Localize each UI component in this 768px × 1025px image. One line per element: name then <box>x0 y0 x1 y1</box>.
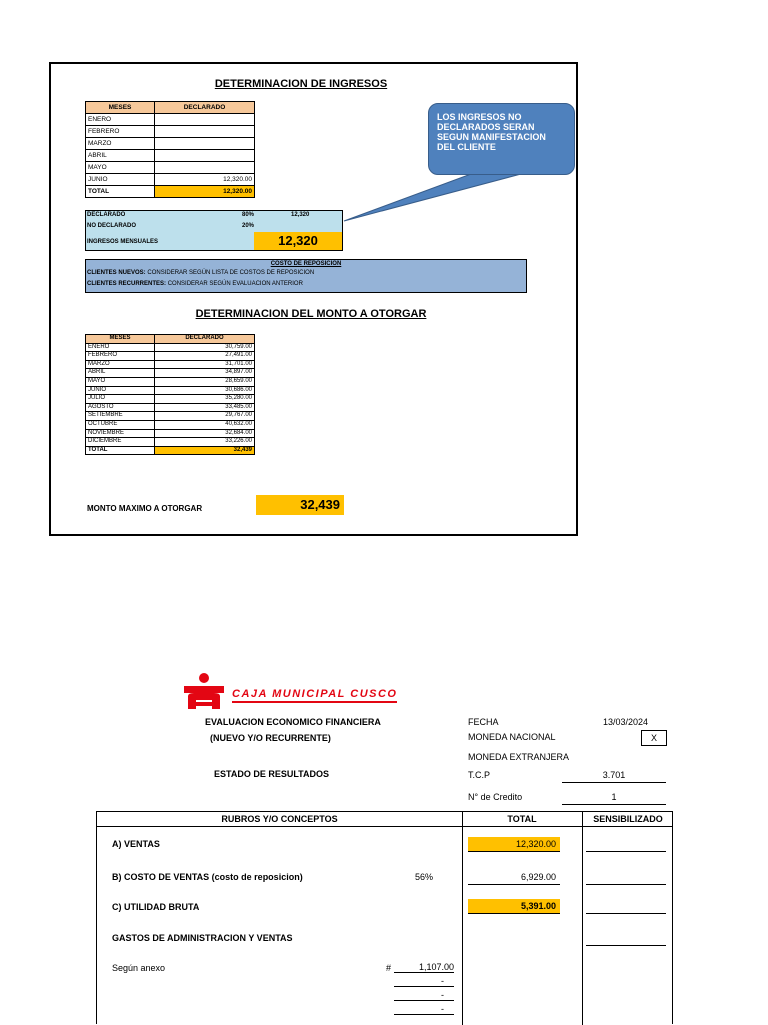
tcp-label: T.C.P <box>468 770 491 780</box>
callout-text: LOS INGRESOS NO DECLARADOS SERAN SEGUN MANIFESTACION DEL CLIENTE <box>437 112 546 152</box>
table-row <box>86 412 255 421</box>
value-cell: 34,897.00 <box>155 369 255 378</box>
divider <box>582 812 583 1025</box>
moneda-extranjera-label: MONEDA EXTRANJERA <box>468 752 570 762</box>
total-label: TOTAL <box>86 186 155 198</box>
ingresos-mensuales-value: 12,320 <box>254 232 342 250</box>
month-cell: NOVIEMBRE <box>86 429 155 438</box>
table-row <box>86 377 255 386</box>
value-cell: 33,226.00 <box>155 438 255 447</box>
caja-cusco-logo-icon <box>182 672 226 710</box>
ventas-sensibilizado-field[interactable] <box>586 851 666 852</box>
value-cell: 33,485.00 <box>155 403 255 412</box>
value-cell: 27,491.00 <box>155 352 255 361</box>
costo-title: COSTO DE REPOSICION <box>270 261 342 267</box>
costo-reposicion-box <box>85 259 527 293</box>
costo-label: B) COSTO DE VENTAS (costo de reposicion) <box>112 872 303 882</box>
eval-subtitle: (NUEVO Y/O RECURRENTE) <box>210 733 331 743</box>
utilidad-label: C) UTILIDAD BRUTA <box>112 902 200 912</box>
logo-text: CAJA MUNICIPAL CUSCO <box>232 688 397 703</box>
moneda-nacional-label: MONEDA NACIONAL <box>468 732 556 742</box>
month-cell: MARZO <box>86 360 155 369</box>
estado-title: ESTADO DE RESULTADOS <box>214 769 330 779</box>
anexo-label: Según anexo <box>112 963 166 973</box>
value-cell <box>155 150 255 162</box>
value-cell <box>155 162 255 174</box>
utilidad-value[interactable]: 5,391.00 <box>468 899 560 914</box>
col-declarado: DECLARADO <box>155 335 255 344</box>
no-declarado-label: NO DECLARADO <box>87 223 136 229</box>
tcp-field[interactable]: 3.701 <box>562 768 666 783</box>
month-cell: ENERO <box>86 343 155 352</box>
gasto-row-4[interactable]: - <box>394 1004 454 1015</box>
value-cell <box>155 126 255 138</box>
table-row <box>86 438 255 447</box>
table-row <box>86 150 255 162</box>
callout-note <box>428 103 575 175</box>
ventas-value[interactable]: 12,320.00 <box>468 837 560 852</box>
fecha-label: FECHA <box>468 717 499 727</box>
credito-field[interactable]: 1 <box>562 790 666 805</box>
gasto-row-2[interactable]: - <box>394 976 454 987</box>
total-value: 12,320.00 <box>155 186 255 198</box>
ventas-label: A) VENTAS <box>112 839 160 849</box>
month-cell: SETIEMBRE <box>86 412 155 421</box>
monto-maximo-value: 32,439 <box>256 495 344 515</box>
value-cell: 31,701.00 <box>155 360 255 369</box>
divider <box>462 812 463 1025</box>
ingresos-table <box>85 101 255 198</box>
monto-maximo-label: MONTO MAXIMO A OTORGAR <box>87 504 203 513</box>
table-row <box>86 138 255 150</box>
total-row <box>86 446 255 455</box>
anexo-value[interactable]: 1,107.00 <box>394 962 454 973</box>
costo-sensibilizado-field[interactable] <box>586 884 666 885</box>
declarado-pct: 80% <box>242 212 255 218</box>
table-row <box>86 162 255 174</box>
col-sensibilizado: SENSIBILIZADO <box>593 814 663 824</box>
declarado-box <box>85 210 343 251</box>
declarado-value: 12,320 <box>291 212 310 218</box>
value-cell: 35,280.00 <box>155 395 255 404</box>
table-row <box>86 114 255 126</box>
col-declarado: DECLARADO <box>155 102 255 114</box>
gastos-sensibilizado-field[interactable] <box>586 945 666 946</box>
month-cell: ABRIL <box>86 150 155 162</box>
table-row <box>86 174 255 186</box>
table-row <box>86 429 255 438</box>
month-cell: DICIEMBRE <box>86 438 155 447</box>
value-cell <box>155 138 255 150</box>
table-row <box>86 395 255 404</box>
credito-label: N° de Credito <box>468 792 523 802</box>
fecha-value: 13/03/2024 <box>603 717 649 727</box>
month-cell: JUNIO <box>86 174 155 186</box>
table-row <box>86 369 255 378</box>
value-cell: 29,767.00 <box>155 412 255 421</box>
no-declarado-pct: 20% <box>242 223 255 229</box>
month-cell: ENERO <box>86 114 155 126</box>
col-meses: MESES <box>86 335 155 344</box>
table-row <box>86 126 255 138</box>
clientes-nuevos-text: CONSIDERAR SEGÚN LISTA DE COSTOS DE REPOSICION <box>147 270 315 276</box>
table-row <box>86 420 255 429</box>
total-value: 32,439 <box>155 446 255 455</box>
month-cell: FEBRERO <box>86 126 155 138</box>
ingresos-panel <box>49 62 578 536</box>
value-cell: 32,684.00 <box>155 429 255 438</box>
declarado-label: DECLARADO <box>87 212 126 218</box>
value-cell: 28,659.00 <box>155 377 255 386</box>
total-row <box>86 186 255 198</box>
monto-table <box>85 334 255 455</box>
costo-value[interactable]: 6,929.00 <box>468 870 560 885</box>
clientes-recurrentes-label: CLIENTES RECURRENTES: <box>87 281 167 287</box>
monto-title: DETERMINACION DEL MONTO A OTORGAR <box>195 308 427 320</box>
month-cell: MARZO <box>86 138 155 150</box>
ingresos-title: DETERMINACION DE INGRESOS <box>214 78 388 90</box>
value-cell: 30,686.00 <box>155 386 255 395</box>
col-rubros: RUBROS Y/O CONCEPTOS <box>221 814 338 824</box>
resultados-table <box>96 811 673 1024</box>
table-row <box>86 343 255 352</box>
table-row <box>86 386 255 395</box>
utilidad-sensibilizado-field[interactable] <box>586 913 666 914</box>
logo <box>182 672 226 715</box>
value-cell: 12,320.00 <box>155 174 255 186</box>
month-cell: MAYO <box>86 377 155 386</box>
col-total: TOTAL <box>507 814 537 824</box>
month-cell: JUNIO <box>86 386 155 395</box>
value-cell: 40,632.00 <box>155 420 255 429</box>
month-cell: AGOSTO <box>86 403 155 412</box>
total-label: TOTAL <box>86 446 155 455</box>
month-cell: JULIO <box>86 395 155 404</box>
month-cell: MAYO <box>86 162 155 174</box>
table-row <box>86 403 255 412</box>
anexo-hash: # <box>386 963 392 973</box>
month-cell: OCTUBRE <box>86 420 155 429</box>
month-cell: FEBRERO <box>86 352 155 361</box>
value-cell <box>155 114 255 126</box>
ingresos-mensuales-label: INGRESOS MENSUALES <box>87 239 159 245</box>
moneda-nacional-checkbox[interactable]: X <box>641 730 667 746</box>
costo-pct: 56% <box>415 872 434 882</box>
table-row <box>86 352 255 361</box>
gastos-label: GASTOS DE ADMINISTRACION Y VENTAS <box>112 933 293 943</box>
clientes-recurrentes-text: CONSIDERAR SEGÚN EVALUACION ANTERIOR <box>167 281 303 287</box>
value-cell: 30,759.00 <box>155 343 255 352</box>
month-cell: ABRIL <box>86 369 155 378</box>
gasto-row-3[interactable]: - <box>394 990 454 1001</box>
col-meses: MESES <box>86 102 155 114</box>
eval-title: EVALUACION ECONOMICO FINANCIERA <box>205 717 381 727</box>
clientes-nuevos-label: CLIENTES NUEVOS: <box>87 270 146 276</box>
table-row <box>86 360 255 369</box>
